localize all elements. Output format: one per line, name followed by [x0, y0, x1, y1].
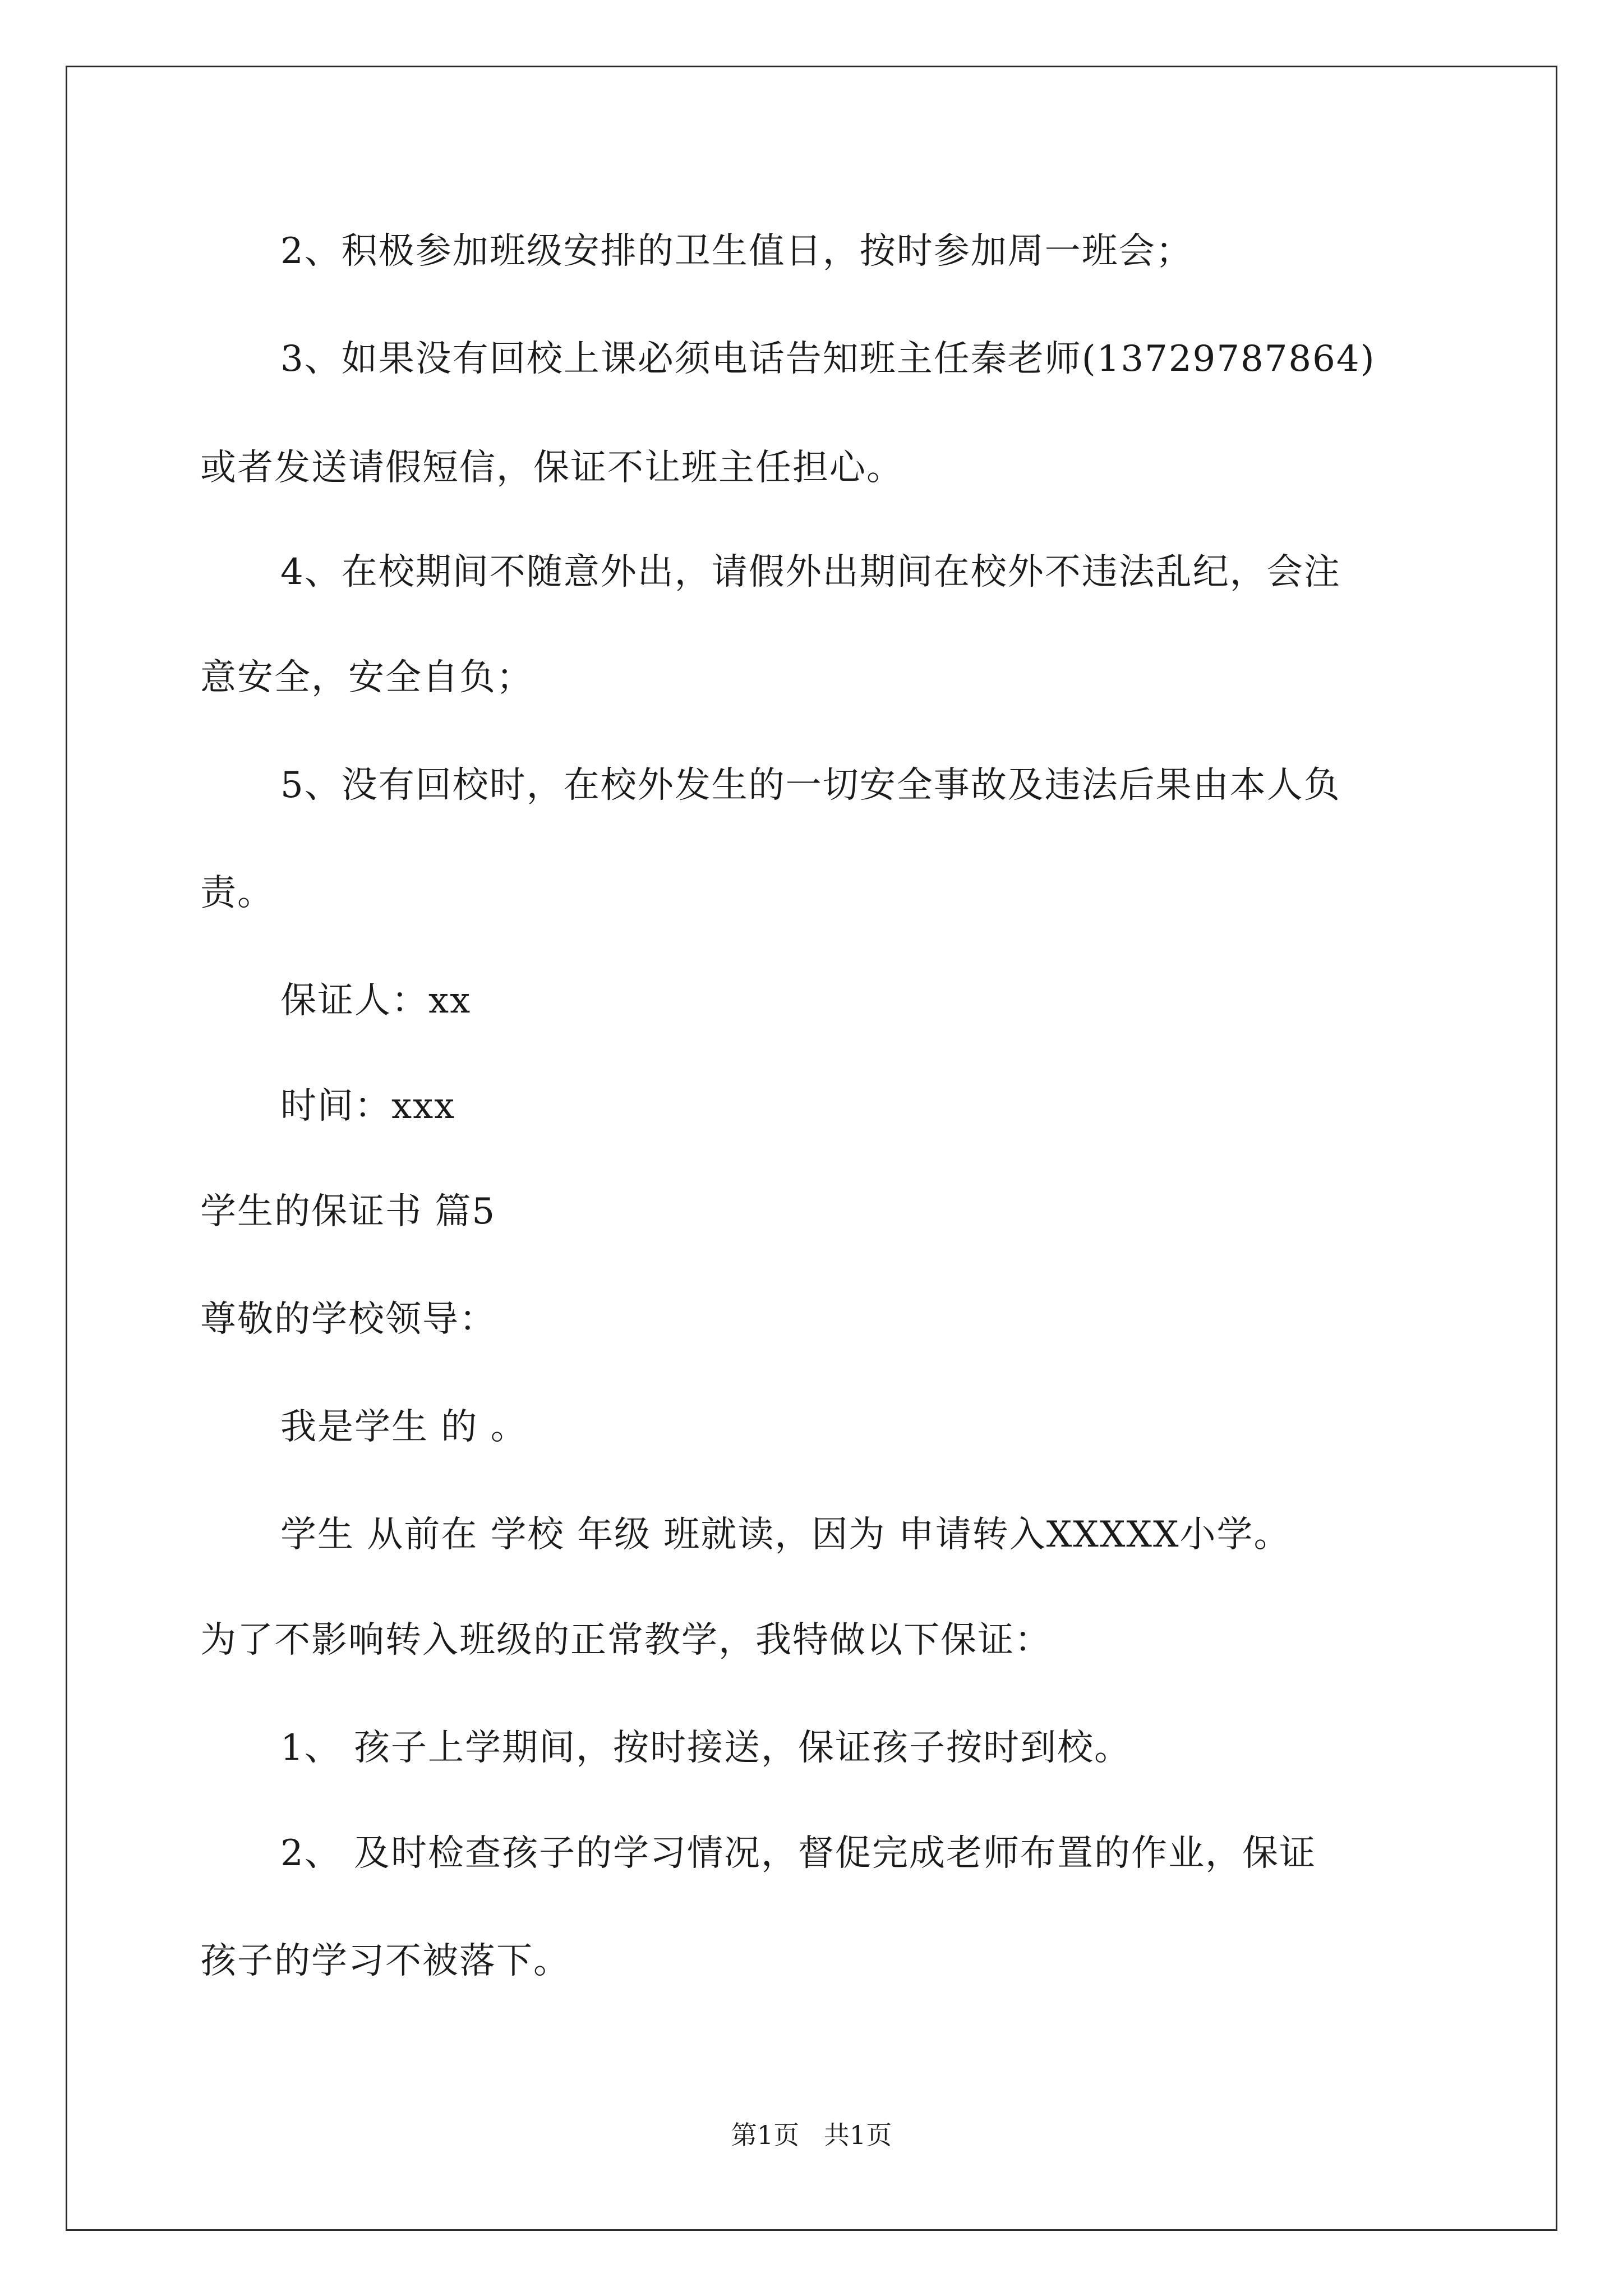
page-border [66, 66, 1557, 2231]
text-line: 2、 及时检查孩子的学习情况，督促完成老师布置的作业，保证 [280, 1833, 1317, 1874]
text-line: 4、在校期间不随意外出，请假外出期间在校外不违法乱纪，会注 [280, 551, 1341, 593]
text-line: 保证人：xx [280, 980, 472, 1022]
text-line: 3、如果没有回校上课必须电话告知班主任秦老师(13729787864) [280, 338, 1376, 380]
text-line: 或者发送请假短信，保证不让班主任担心。 [200, 447, 903, 489]
text-line: 2、积极参加班级安排的卫生值日，按时参加周一班会； [280, 231, 1193, 272]
text-line: 意安全，安全自负； [200, 657, 533, 698]
text-line: 孩子的学习不被落下。 [200, 1940, 570, 1982]
text-line: 时间：xxx [280, 1085, 456, 1127]
section-heading: 学生的保证书 篇5 [200, 1191, 496, 1232]
text-line: 5、没有回校时，在校外发生的一切安全事故及违法后果由本人负 [280, 765, 1341, 806]
text-line: 我是学生 的 。 [280, 1406, 528, 1448]
page-footer: 第1页 共1页 [731, 2120, 892, 2150]
salutation: 尊敬的学校领导： [200, 1299, 496, 1340]
text-line: 学生 从前在 学校 年级 班就读，因为 申请转入XXXXX小学。 [280, 1514, 1291, 1556]
text-line: 1、 孩子上学期间，按时接送，保证孩子按时到校。 [280, 1727, 1132, 1769]
text-line: 为了不影响转入班级的正常教学，我特做以下保证： [200, 1619, 1052, 1661]
text-line: 责。 [200, 872, 274, 914]
